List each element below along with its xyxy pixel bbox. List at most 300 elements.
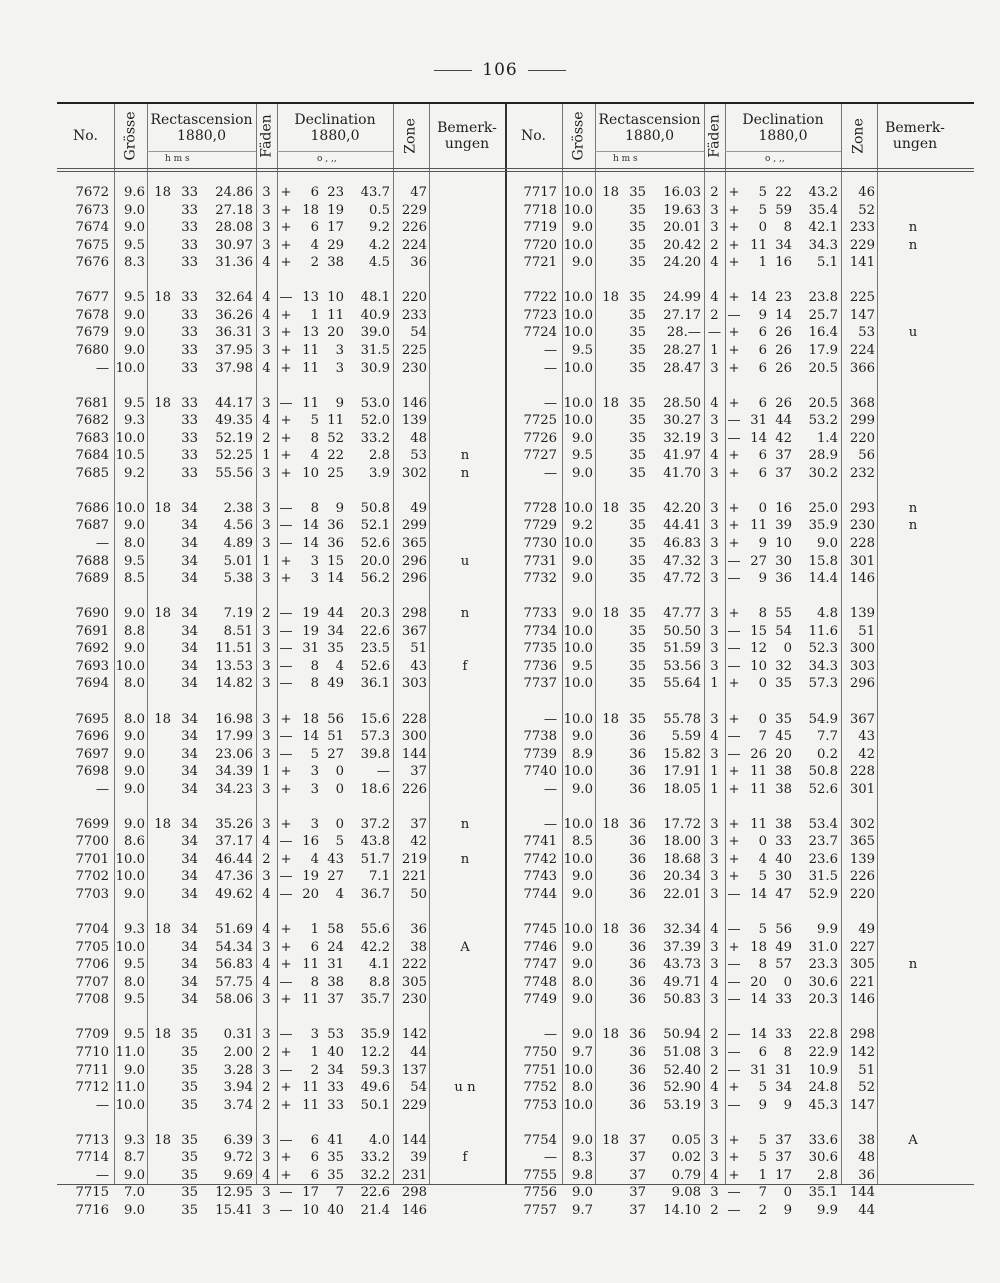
- magnitude: 9.5: [124, 1027, 145, 1043]
- zone-number: 44: [410, 1044, 427, 1060]
- dec-arcsec: 21.4: [360, 1202, 390, 1218]
- dec-sign: +: [280, 992, 292, 1008]
- star-number: 7752: [523, 1080, 557, 1096]
- dec-arcmin: 26: [775, 325, 792, 341]
- catalog-row: [57, 1184, 974, 1202]
- dec-arcmin: 17: [775, 1167, 792, 1183]
- ra-minutes: 36: [629, 887, 646, 902]
- zone-number: 225: [401, 342, 427, 358]
- ra-seconds: 58.06: [215, 992, 253, 1008]
- dec-sign: —: [279, 518, 293, 534]
- threads-count: 4: [262, 834, 271, 850]
- magnitude: 9.5: [572, 342, 593, 358]
- dec-degrees: 8: [310, 430, 319, 446]
- zone-number: 366: [849, 360, 875, 376]
- header-no-right: [505, 104, 562, 168]
- dec-degrees: 3: [310, 764, 319, 780]
- ra-minutes: 35: [629, 711, 646, 727]
- ra-minutes: 33: [181, 465, 198, 481]
- zone-number: 54: [410, 325, 427, 341]
- threads-count: 3: [262, 992, 271, 1008]
- magnitude: 9.0: [572, 571, 593, 587]
- dec-arcmin: 26: [775, 360, 792, 376]
- dec-arcmin: 39: [775, 518, 792, 534]
- zone-number: 56: [858, 448, 875, 464]
- zone-number: 53: [410, 448, 427, 464]
- dec-arcmin: 38: [775, 764, 792, 780]
- threads-count: 4: [710, 395, 719, 411]
- star-number: 7742: [523, 851, 557, 867]
- ra-minutes: 35: [629, 553, 646, 569]
- dec-arcsec: 15.6: [360, 711, 390, 727]
- magnitude: 10.0: [563, 500, 593, 516]
- dec-arcmin: 33: [327, 1080, 344, 1096]
- threads-count: 3: [710, 606, 719, 622]
- dec-arcmin: 34: [327, 623, 344, 639]
- threads-count: 3: [262, 939, 271, 955]
- ra-seconds: 35.26: [215, 816, 253, 832]
- dec-degrees: 3: [310, 816, 319, 832]
- dec-sign: +: [728, 764, 740, 780]
- dec-arcsec: 34.3: [808, 237, 838, 253]
- ra-minutes: 37: [629, 1132, 646, 1148]
- magnitude: 8.5: [572, 834, 593, 850]
- magnitude: 10.0: [115, 869, 145, 885]
- ra-minutes: 34: [181, 676, 198, 692]
- magnitude: 8.3: [124, 255, 145, 271]
- star-number: 7730: [523, 536, 557, 551]
- catalog-row: [57, 1026, 974, 1044]
- ra-minutes: 33: [181, 290, 198, 306]
- star-number: 7715: [75, 1185, 109, 1201]
- threads-count: 3: [262, 500, 271, 516]
- ra-minutes: 35: [629, 465, 646, 481]
- threads-count: 1: [262, 448, 271, 464]
- threads-count: 3: [262, 781, 271, 797]
- dec-degrees: 5: [758, 1080, 767, 1096]
- dec-sign: —: [727, 1044, 741, 1060]
- catalog-row: [57, 640, 974, 658]
- dec-sign: +: [280, 957, 292, 973]
- magnitude: 9.7: [572, 1044, 593, 1060]
- dec-arcmin: 47: [775, 887, 792, 902]
- catalog-row: [57, 1097, 974, 1115]
- threads-count: 4: [710, 729, 719, 745]
- dec-degrees: 14: [750, 992, 767, 1008]
- dec-arcsec: 9.9: [817, 1202, 838, 1218]
- zone-number: 225: [849, 290, 875, 306]
- ra-hours: 18: [154, 185, 171, 200]
- threads-count: 3: [262, 746, 271, 762]
- magnitude: 9.3: [124, 922, 145, 938]
- dec-sign: +: [728, 781, 740, 797]
- remark: f: [462, 1150, 468, 1166]
- dec-degrees: 11: [302, 957, 319, 973]
- dec-sign: —: [727, 571, 741, 587]
- threads-count: 3: [262, 518, 271, 534]
- dec-arcsec: 35.9: [808, 518, 838, 534]
- dec-sign: —: [727, 957, 741, 973]
- ra-seconds: 51.69: [215, 922, 253, 938]
- catalog-row: [57, 781, 974, 799]
- ra-seconds: 44.17: [215, 395, 253, 411]
- star-number: 7732: [523, 571, 557, 587]
- star-number: 7694: [75, 676, 109, 692]
- star-number: 7745: [523, 922, 557, 938]
- zone-number: 367: [401, 623, 427, 639]
- ra-seconds: 55.56: [215, 465, 253, 481]
- zone-number: 38: [410, 939, 427, 955]
- zone-number: 142: [401, 1027, 427, 1043]
- header-ra-subrule: [147, 151, 256, 152]
- dec-sign: —: [279, 676, 293, 692]
- dec-arcmin: 23: [327, 185, 344, 200]
- zone-number: 36: [410, 922, 427, 938]
- ra-seconds: 52.19: [215, 430, 253, 446]
- dec-sign: —: [279, 1062, 293, 1078]
- dec-degrees: 8: [310, 500, 319, 516]
- ra-hours: 18: [602, 922, 619, 938]
- dec-arcsec: 20.3: [360, 606, 390, 622]
- magnitude: 9.5: [124, 290, 145, 306]
- dec-arcsec: —: [376, 764, 390, 780]
- star-number: 7703: [75, 887, 109, 902]
- star-number: 7693: [75, 658, 109, 674]
- zone-number: 141: [849, 255, 875, 271]
- dec-arcsec: 33.2: [360, 430, 390, 446]
- star-number: 7747: [523, 957, 557, 973]
- threads-count: 1: [262, 764, 271, 780]
- ra-minutes: 36: [629, 851, 646, 867]
- magnitude: 9.0: [572, 957, 593, 973]
- dec-arcmin: 34: [327, 1062, 344, 1078]
- zone-number: 233: [401, 307, 427, 323]
- magnitude: 10.0: [563, 325, 593, 341]
- magnitude: 8.8: [124, 623, 145, 639]
- dec-degrees: 11: [302, 1080, 319, 1096]
- magnitude: 9.0: [572, 1132, 593, 1148]
- remark: A: [908, 1132, 918, 1148]
- dec-degrees: 14: [750, 290, 767, 306]
- threads-count: 4: [262, 255, 271, 271]
- zone-number: 51: [410, 641, 427, 657]
- dec-degrees: 7: [758, 1185, 767, 1201]
- dec-arcsec: 37.2: [360, 816, 390, 832]
- dec-arcmin: 34: [775, 1080, 792, 1096]
- ra-seconds: 46.83: [663, 536, 701, 551]
- zone-number: 298: [401, 1185, 427, 1201]
- zone-number: 52: [858, 202, 875, 218]
- star-number: 7704: [75, 922, 109, 938]
- magnitude: 10.0: [115, 939, 145, 955]
- ra-minutes: 35: [629, 518, 646, 534]
- threads-count: 3: [262, 342, 271, 358]
- ra-seconds: 27.17: [663, 307, 701, 323]
- dec-arcsec: 4.8: [817, 606, 838, 622]
- dec-sign: +: [280, 413, 292, 429]
- dec-arcmin: 51: [327, 729, 344, 745]
- ra-seconds: 34.23: [215, 781, 253, 797]
- magnitude: 8.0: [124, 711, 145, 727]
- ra-minutes: 35: [629, 290, 646, 306]
- catalog-row: [57, 570, 974, 588]
- header-dec-right: [725, 104, 841, 152]
- threads-count: 4: [262, 290, 271, 306]
- ra-minutes: 34: [181, 729, 198, 745]
- zone-number: 367: [849, 711, 875, 727]
- star-number: 7735: [523, 641, 557, 657]
- header-dec-subrule: [277, 151, 393, 152]
- zone-number: 365: [401, 536, 427, 551]
- header-groesse-left-text: Grösse: [122, 111, 139, 161]
- dec-degrees: 6: [310, 1132, 319, 1148]
- ra-seconds: 51.59: [663, 641, 701, 657]
- star-number: 7684: [75, 448, 109, 464]
- ra-seconds: 22.01: [663, 887, 701, 902]
- remark: u: [460, 553, 470, 569]
- magnitude: 10.0: [115, 430, 145, 446]
- threads-count: 4: [710, 290, 719, 306]
- dec-arcsec: 23.6: [808, 851, 838, 867]
- star-number: 7754: [523, 1132, 557, 1148]
- dec-sign: —: [279, 395, 293, 411]
- ra-hours: 18: [602, 185, 619, 200]
- ra-minutes: 34: [181, 536, 198, 551]
- dec-degrees: 6: [310, 1150, 319, 1166]
- dec-arcsec: 20.0: [360, 553, 390, 569]
- dec-arcsec: 54.9: [808, 711, 838, 727]
- zone-number: 146: [849, 992, 875, 1008]
- ra-seconds: 18.00: [663, 834, 701, 850]
- dec-sign: +: [280, 571, 292, 587]
- ra-seconds: 20.42: [663, 237, 701, 253]
- ra-seconds: 47.36: [215, 869, 253, 885]
- dec-sign: +: [728, 325, 740, 341]
- catalog-row: [57, 623, 974, 641]
- ra-seconds: 49.35: [215, 413, 253, 429]
- remark: n: [460, 606, 470, 622]
- threads-count: 3: [262, 711, 271, 727]
- zone-number: 144: [849, 1185, 875, 1201]
- dec-sign: +: [280, 1080, 292, 1096]
- dec-arcmin: 33: [775, 1027, 792, 1043]
- ra-hours: 18: [602, 290, 619, 306]
- magnitude: 10.0: [563, 676, 593, 692]
- catalog-row: [57, 254, 974, 272]
- dec-sign: +: [280, 430, 292, 446]
- dec-arcmin: 36: [327, 518, 344, 534]
- magnitude: 10.0: [563, 536, 593, 551]
- dec-arcsec: 42.1: [808, 220, 838, 236]
- star-number: 7708: [75, 992, 109, 1008]
- catalog-row: [57, 1044, 974, 1062]
- dec-sign: +: [280, 1097, 292, 1113]
- star-number: 7716: [75, 1202, 109, 1218]
- dec-sign: +: [728, 606, 740, 622]
- dec-arcmin: 4: [335, 658, 344, 674]
- ra-minutes: 35: [629, 676, 646, 692]
- magnitude: 9.3: [124, 1132, 145, 1148]
- zone-number: 222: [401, 957, 427, 973]
- dec-arcsec: 25.7: [808, 307, 838, 323]
- zone-number: 301: [849, 781, 875, 797]
- magnitude: 10.5: [115, 448, 145, 464]
- threads-count: 2: [710, 1062, 719, 1078]
- dec-degrees: 18: [302, 711, 319, 727]
- dec-arcmin: 0: [783, 1185, 792, 1201]
- zone-number: 226: [401, 781, 427, 797]
- header-zone-right: [841, 104, 877, 168]
- ra-minutes: 34: [181, 571, 198, 587]
- catalog-row: [57, 219, 974, 237]
- dec-sign: +: [728, 1080, 740, 1096]
- threads-count: 1: [710, 764, 719, 780]
- threads-count: 2: [262, 606, 271, 622]
- star-number: 7711: [75, 1062, 109, 1078]
- threads-count: 3: [710, 1097, 719, 1113]
- dec-arcmin: 36: [775, 571, 792, 587]
- magnitude: 10.0: [563, 360, 593, 376]
- catalog-row: [57, 535, 974, 553]
- ra-seconds: 17.72: [663, 816, 701, 832]
- header-zone-right-text: Zone: [851, 118, 867, 154]
- dec-arcsec: 1.4: [817, 430, 838, 446]
- dec-sign: +: [280, 816, 292, 832]
- magnitude: 8.3: [572, 1150, 593, 1166]
- dec-sign: +: [728, 360, 740, 376]
- dec-sign: —: [279, 536, 293, 551]
- dec-sign: —: [279, 658, 293, 674]
- dec-arcsec: 52.6: [360, 536, 390, 551]
- threads-count: 3: [710, 500, 719, 516]
- magnitude: 9.5: [124, 395, 145, 411]
- dec-sign: —: [279, 729, 293, 745]
- catalog-row: [57, 553, 974, 571]
- dec-arcsec: 53.0: [360, 395, 390, 411]
- dec-sign: +: [280, 237, 292, 253]
- catalog-row: [57, 886, 974, 904]
- header-dec-epoch: 1880,0: [758, 128, 808, 144]
- catalog-row: [57, 851, 974, 869]
- magnitude: 9.0: [124, 606, 145, 622]
- zone-number: 301: [849, 553, 875, 569]
- dec-degrees: 14: [750, 430, 767, 446]
- dec-sign: —: [279, 869, 293, 885]
- ra-minutes: 34: [181, 500, 198, 516]
- dec-arcsec: 32.2: [360, 1167, 390, 1183]
- ra-minutes: 36: [629, 869, 646, 885]
- zone-number: 230: [401, 992, 427, 1008]
- ra-minutes: 33: [181, 185, 198, 200]
- star-number: —: [543, 465, 557, 481]
- dec-arcmin: 35: [327, 641, 344, 657]
- zone-number: 298: [401, 606, 427, 622]
- dec-degrees: 5: [310, 746, 319, 762]
- dec-degrees: 18: [302, 202, 319, 218]
- dec-arcsec: 20.5: [808, 395, 838, 411]
- header-dec-title: Declination: [294, 112, 376, 128]
- ra-minutes: 33: [181, 430, 198, 446]
- dec-sign: +: [280, 342, 292, 358]
- dec-sign: +: [280, 325, 292, 341]
- header-bem-left: [429, 104, 505, 168]
- dec-sign: +: [280, 448, 292, 464]
- ra-seconds: 28.27: [663, 342, 701, 358]
- remark: u: [908, 325, 918, 341]
- magnitude: 8.0: [124, 536, 145, 551]
- ra-seconds: 54.34: [215, 939, 253, 955]
- ra-seconds: 47.32: [663, 553, 701, 569]
- star-number: 7751: [523, 1062, 557, 1078]
- threads-count: 3: [710, 413, 719, 429]
- dec-sign: +: [728, 290, 740, 306]
- dec-sign: +: [728, 500, 740, 516]
- magnitude: 9.0: [124, 1202, 145, 1218]
- ra-minutes: 33: [181, 202, 198, 218]
- dec-arcmin: 44: [327, 606, 344, 622]
- threads-count: 4: [262, 922, 271, 938]
- catalog-row: [57, 360, 974, 378]
- ra-seconds: 13.53: [215, 658, 253, 674]
- ra-minutes: 36: [629, 1097, 646, 1113]
- dec-degrees: 4: [310, 448, 319, 464]
- zone-number: 54: [410, 1080, 427, 1096]
- magnitude: 10.0: [115, 851, 145, 867]
- dec-arcmin: 22: [775, 185, 792, 200]
- star-number: 7714: [75, 1150, 109, 1166]
- star-number: 7698: [75, 764, 109, 780]
- star-number: 7682: [75, 413, 109, 429]
- ra-seconds: 37.95: [215, 342, 253, 358]
- dec-arcsec: 17.9: [808, 342, 838, 358]
- zone-number: 300: [401, 729, 427, 745]
- ra-minutes: 33: [181, 395, 198, 411]
- dec-sign: —: [727, 658, 741, 674]
- dec-sign: —: [727, 553, 741, 569]
- dec-arcmin: 33: [775, 992, 792, 1008]
- catalog-row: [57, 342, 974, 360]
- dec-sign: —: [727, 887, 741, 902]
- dec-arcsec: 7.7: [817, 729, 838, 745]
- magnitude: 10.0: [115, 500, 145, 516]
- dec-degrees: 3: [310, 571, 319, 587]
- zone-number: 146: [849, 571, 875, 587]
- dec-arcsec: 53.4: [808, 816, 838, 832]
- dec-arcmin: 35: [327, 1167, 344, 1183]
- dec-degrees: 2: [310, 1062, 319, 1078]
- ra-seconds: 7.19: [223, 606, 253, 622]
- magnitude: 9.0: [124, 1062, 145, 1078]
- ra-minutes: 35: [629, 430, 646, 446]
- star-number: 7696: [75, 729, 109, 745]
- ra-minutes: 34: [181, 764, 198, 780]
- dec-arcsec: 22.8: [808, 1027, 838, 1043]
- dec-sign: +: [280, 307, 292, 323]
- ra-minutes: 37: [629, 1150, 646, 1166]
- ra-seconds: 53.19: [663, 1097, 701, 1113]
- dec-arcmin: 56: [775, 922, 792, 938]
- ra-seconds: 52.40: [663, 1062, 701, 1078]
- star-number: 7687: [75, 518, 109, 534]
- dec-degrees: 15: [750, 623, 767, 639]
- dec-degrees: 17: [302, 1185, 319, 1201]
- zone-number: 39: [410, 1150, 427, 1166]
- dec-arcmin: 53: [327, 1027, 344, 1043]
- ra-minutes: 35: [629, 220, 646, 236]
- zone-number: 48: [858, 1150, 875, 1166]
- dec-arcmin: 22: [327, 448, 344, 464]
- star-number: 7740: [523, 764, 557, 780]
